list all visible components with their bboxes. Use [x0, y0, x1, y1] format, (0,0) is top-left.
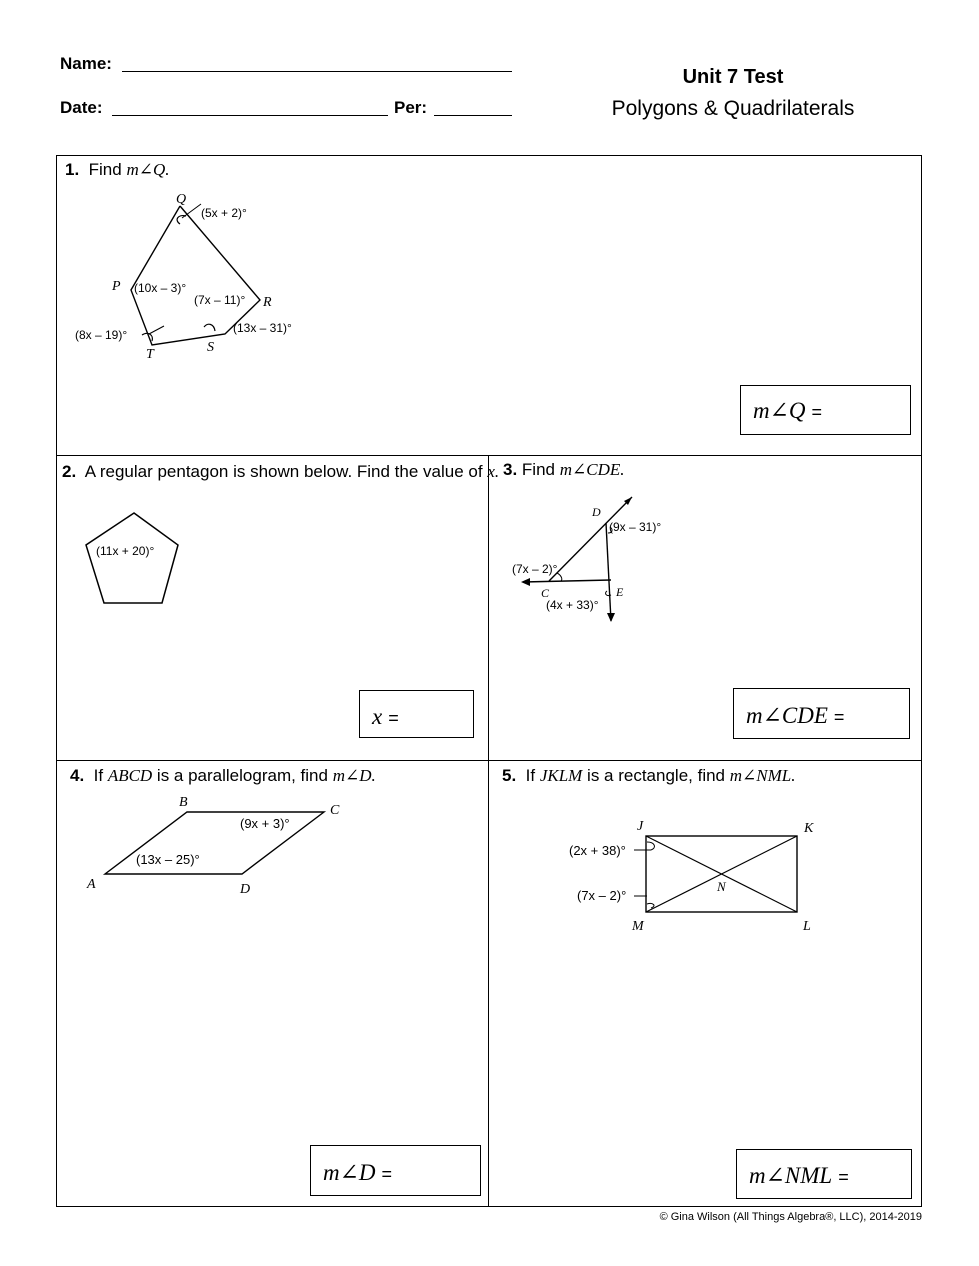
- vertex-N-label: N: [717, 879, 726, 894]
- angle-a-expression: (13x – 25)°: [136, 852, 200, 867]
- problem-3-answer-eq: =: [833, 707, 845, 727]
- vertex-A-label: A: [87, 877, 96, 892]
- angle-c-expression: (7x – 2)°: [512, 562, 558, 576]
- problem-2-prompt: [62, 460, 506, 483]
- problem-2-text: A regular pentagon is shown below. Find the value of: [84, 462, 488, 481]
- problem-4-prompt: [70, 764, 376, 787]
- problem-3-text: Find: [521, 460, 560, 479]
- vertex-K-label: K: [804, 821, 814, 836]
- per-label: Per:: [394, 98, 428, 117]
- problem-4-answer-box[interactable]: [310, 1145, 481, 1196]
- problem-4-answer-eq: =: [381, 1164, 393, 1184]
- vertex-C-label: C: [330, 803, 340, 818]
- problem-5-answer-box[interactable]: [736, 1149, 912, 1199]
- problem-3-answer-label: m∠CDE: [746, 703, 828, 728]
- problem-5-prompt: [502, 764, 795, 787]
- date-label: Date:: [60, 98, 103, 117]
- problem-3-answer-box[interactable]: [733, 688, 910, 739]
- vertex-M-label: M: [632, 919, 644, 934]
- problem-3-triangle-diagram: [489, 485, 709, 635]
- problem-4-number: 4.: [70, 766, 85, 785]
- problem-2-pentagon-diagram: [56, 505, 256, 615]
- problem-2-answer-label: x: [372, 704, 383, 729]
- problem-1-number: 1.: [65, 160, 80, 179]
- problem-3-math: m∠CDE.: [559, 460, 625, 479]
- angle-m-expression: (7x – 2)°: [577, 888, 627, 903]
- problem-5-math-2: m∠NML.: [729, 766, 796, 785]
- angle-t-expression: (8x – 19)°: [75, 328, 128, 342]
- problem-5-number: 5.: [502, 766, 517, 785]
- problem-4-text-pre: If: [93, 766, 108, 785]
- vertex-B-label: B: [179, 795, 188, 810]
- angle-p-expression: (10x – 3)°: [134, 281, 187, 295]
- problem-2-answer-box[interactable]: [359, 690, 474, 738]
- vertex-L-label: L: [803, 919, 811, 934]
- problem-1-answer-eq: =: [811, 402, 823, 422]
- angle-e-expression: (4x + 33)°: [546, 598, 599, 612]
- date-field[interactable]: [112, 115, 388, 116]
- vertex-P-label: P: [112, 279, 121, 294]
- problem-3-number: 3.: [503, 460, 518, 479]
- vertex-Q-label: Q: [176, 192, 187, 207]
- problem-1-answer-box[interactable]: [740, 385, 911, 435]
- problem-5-text-pre: If: [525, 766, 540, 785]
- vertex-D-label: D: [240, 882, 251, 897]
- problem-4-parallelogram-diagram: [57, 790, 377, 910]
- angle-s-expression: (13x – 31)°: [233, 321, 292, 335]
- name-label: Name:: [60, 54, 112, 73]
- problem-2-answer-eq: =: [388, 708, 399, 728]
- problem-5-answer-eq: =: [838, 1167, 849, 1187]
- vertex-T-label: T: [146, 347, 154, 362]
- problem-1-pentagon-diagram: [56, 156, 488, 376]
- vertex-J-label: J: [637, 819, 644, 834]
- angle-d-expression: (9x – 31)°: [609, 520, 662, 534]
- vertex-S-label: S: [207, 340, 214, 355]
- problem-1-math: m∠Q.: [126, 160, 170, 179]
- vertex-D-label: D: [592, 505, 601, 519]
- pentagon-angle-expression: (11x + 20)°: [96, 544, 155, 558]
- angle-r-expression: (7x – 11)°: [194, 293, 246, 307]
- angle-q-expression: (5x + 2)°: [201, 206, 247, 220]
- name-field[interactable]: [122, 71, 512, 72]
- problem-3-prompt: [503, 458, 625, 481]
- test-title: Unit 7 Test: [682, 66, 784, 88]
- problem-5-answer-label: m∠NML: [749, 1163, 833, 1188]
- angle-j-expression: (2x + 38)°: [569, 843, 626, 858]
- problem-2-math: x.: [487, 462, 500, 481]
- problem-1-text: Find: [88, 160, 127, 179]
- copyright-footer: © Gina Wilson (All Things Algebra®, LLC), 2014-2019: [659, 1211, 922, 1223]
- problem-4-math-2: m∠D.: [332, 766, 376, 785]
- problem-5-math-1: JKLM: [539, 766, 583, 785]
- vertex-C-label: C: [541, 586, 550, 600]
- problem-1-answer-label: m∠Q: [753, 398, 806, 423]
- vertex-R-label: R: [263, 295, 272, 310]
- angle-c-expression: (9x + 3)°: [240, 816, 290, 831]
- problem-4-answer-label: m∠D: [323, 1160, 376, 1185]
- problem-4-math-1: ABCD: [107, 766, 153, 785]
- problem-5-text-mid: is a rectangle, find: [582, 766, 730, 785]
- problem-2-number: 2.: [62, 462, 77, 481]
- problem-5-rectangle-diagram: [489, 810, 849, 940]
- problem-4-text-mid: is a parallelogram, find: [152, 766, 333, 785]
- per-field[interactable]: [434, 115, 512, 116]
- test-subtitle: Polygons & Quadrilaterals: [611, 97, 855, 120]
- vertex-E-label: E: [616, 585, 624, 599]
